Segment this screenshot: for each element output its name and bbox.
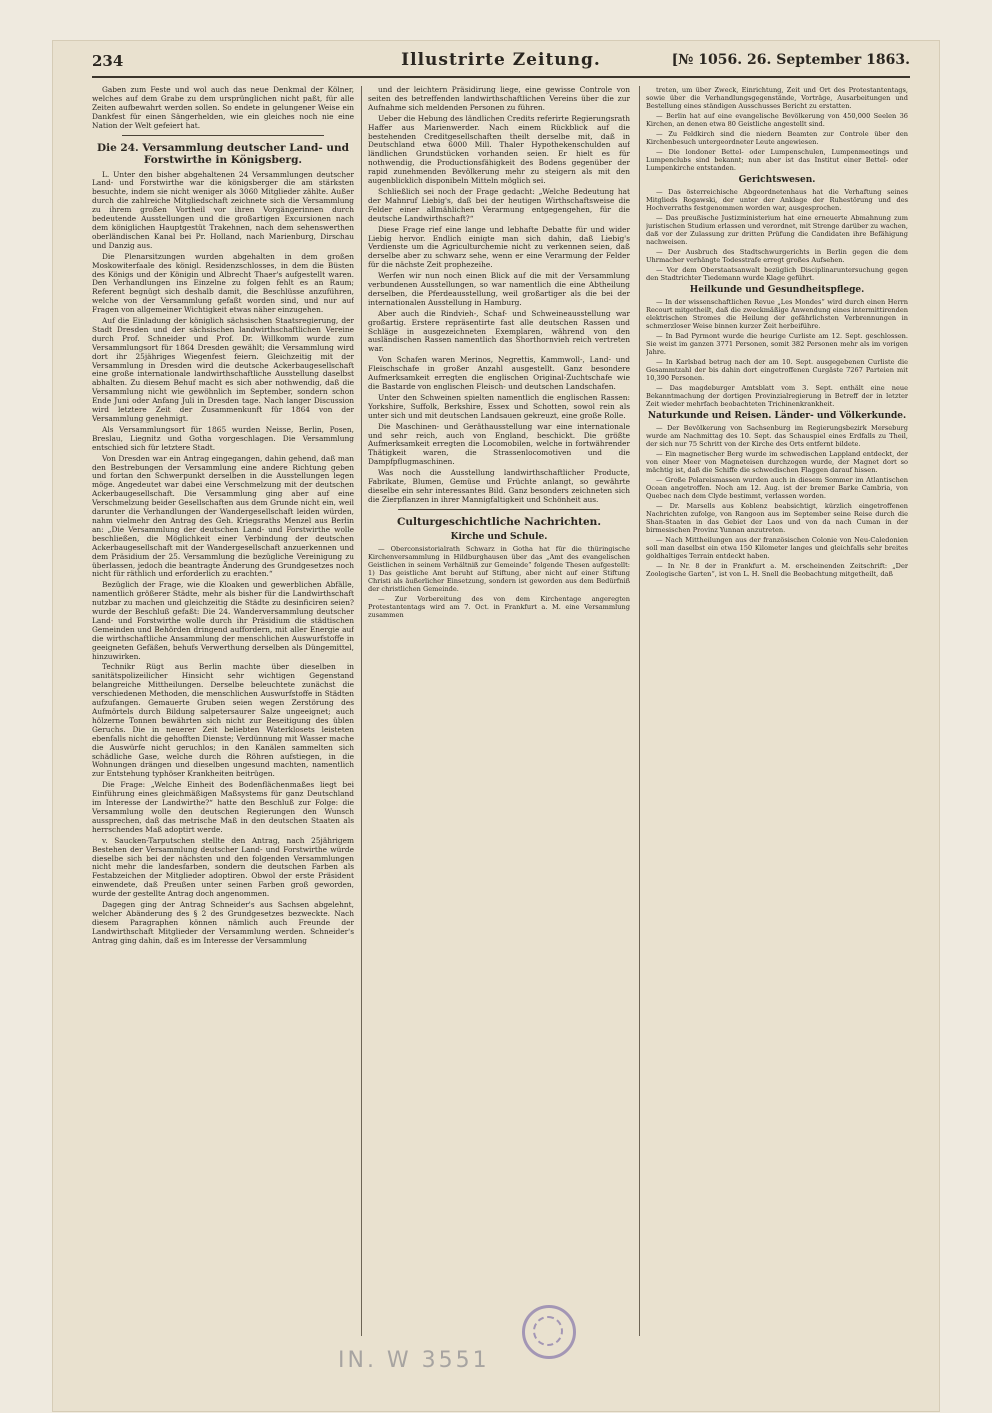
section-subhead: Kirche und Schule. [450,531,548,542]
column-1 [92,86,354,1336]
news-item: — Große Polareismassen wurden auch in diesem Sommer im Atlantischen Ocean angetroffen. Noch am 12. Aug. ist der bremer Barke Cambria, von Quebec nach dem Clyde bestimmt, verlassen worden. [646,475,908,500]
divider [122,135,324,136]
news-item: — Berlin hat auf eine evangelische Bevölkerung von 450,000 Seelen 36 Kirchen, an denen etwa 80 Geistliche angestellt sind. [646,112,908,128]
paragraph: L. Unter den bisher abgehaltenen 24 Versammlungen deutscher Land- und Forstwirthe war die königsberger die am stärksten besuchte, indem sie nicht weniger als 3060 Mitglieder zählte. Außer durch die zahlreiche Mitgliedschaft zeichnete sich die Versammlung zu ihrem großen Vortheil vor ihren Vorgängerinnen durch bedeutende Ausstellungen und die großartigen Excursionen nach dem königlichen Hauptgestüt Trakehnen, nach dem sehenswerthen oberländischen Kanal bei Pr. Holland, nach Marienburg, Dirschau und Danzig aus. [92,169,354,250]
library-stamp [522,1305,576,1359]
article-headline: Die 24. Versammlung deutscher Land- und Forstwirthe in Königsberg. [96,141,350,166]
paragraph: Dagegen ging der Antrag Schneider's aus Sachsen abgelehnt, welcher Abänderung des § 2 des Grundgesetzes bezweckte. Nach diesem Paragraphen können nämlich auch Freunde der Landwirthschaft Mitglieder der Versammlung werden. Schneider's Antrag ging dahin, daß es im Interesse der Versammlung [92,900,354,945]
paragraph: Die Frage: „Welche Einheit des Bodenflächenmaßes liegt bei Einführung eines gleichmäßigen Maßsystems für ganz Deutschland im Interesse der Landwirthe?“ hatte den Beschluß zur Folge: die Versammlung wolle den deutschen Regierungen den Wunsch aussprechen, daß das metrische Maß in den deutschen Staaten als herrschendes Maß adoptirt werde. [92,780,354,834]
news-item: — Dr. Marsells aus Koblenz beabsichtigt, kürzlich eingetroffenen Nachrichten zufolge, von Rangoon aus im September seine Reise durch die Shan-Staaten in das Gebiet der Laos und von da nach Cuman in der birmesischen Provinz Yunnan anzutreten. [646,501,908,534]
news-item: — Der Ausbruch des Stadtschwurgerichts in Berlin gegen die dem Uhrmacher verhängte Todesstrafe erregt großes Aufsehen. [646,247,908,264]
paragraph: Auf die Einladung der königlich sächsischen Staatsregierung, der Stadt Dresden und der sächsischen landwirthschaftlichen Vereine durch Prof. Schneider und Prof. Dr. Willkomm wurde zum Versammlungsort für 1864 Dresden gewählt; die Versammlung wird dort ihr 25jähriges Wiegenfest feiern. Gleichzeitig mit der Versammlung in Dresden wird die deutsche Ackerbaugesellschaft eine große internationale landwirthschaftliche Ausstellung daselbst abhalten. Zu diesem Behuf macht es sich aber nothwendig, daß die Versammlung nicht wie gewöhnlich im September, sondern schon Ende Juni oder Anfang Juli in Dresden tage. Nach langer Discussion wird letztere Zeit der Zusammenkunft für 1864 von der Versammlung genehmigt. [92,316,354,423]
newspaper-page [52,40,940,1412]
paragraph: Technikr Rügt aus Berlin machte über dieselben in sanitätspolizeilicher Hinsicht sehr wichtigen Gegenstand belangreiche Mittheilungen. Derselbe beleuchtete zunächst die verschiedenen Methoden, die menschlichen Auswurfstoffe in Städten aufzufangen. Gemauerte Gruben seien wegen Zerstörung des Aufmörtels durch Bildung salpetersaurer Salze ungeeignet; auch hölzerne Tonnen bewährten sich nicht zur Beseitigung des üblen Geruchs. Die in neuerer Zeit beliebten Waterklosets leisteten ebenfalls nicht die gehofften Dienste; Verdünnung mit Wasser mache die Auswürfe nicht geruchlos; in den Kanälen sammelten sich schädliche Gase, welche durch die Röhren aufstiegen, in die Wohnungen drängen und dieselben ungesund machten, namentlich zur Entstehung typhöser Krankheiten beitrügen. [92,662,354,779]
news-item: — Zur Vorbereitung des von dem Kirchentage angeregten Protestantentags wird am 7. Oct. in Frankfurt a. M. eine Versammlung zusammen [368,594,630,619]
column-3 [646,86,908,1336]
news-item: — Das magdeburger Amtsblatt vom 3. Sept. enthält eine neue Bekanntmachung der dortigen Provinzialregierung in Betreff der in letzter Zeit wieder mehrfach beobachteten Trichinenkrankheit. [646,383,908,408]
news-item: — Der Bevölkerung von Sachsenburg im Regierungsbezirk Merseburg wurde am Nachmittag des 10. Sept. das Schauspiel eines Erdfalls zu Theil, der sich nur 75 Schritt von der Kirche des Orts entfernt bildete. [646,423,908,448]
paragraph: Was noch die Ausstellung landwirthschaftlicher Producte, Fabrikate, Blumen, Gemüse und Früchte anlangt, so gewährte dieselbe ein sehr interessantes Bild. Ganz besonders zeichneten sich die Zierpflanzen in ihrer Mannigfaltigkeit und Schönheit aus. [368,468,630,504]
news-item: — In der wissenschaftlichen Revue „Les Mondes“ wird durch einen Herrn Recourt mitgetheilt, daß die zweckmäßige Anwendung eines intermittirenden elektrischen Stromes die Heilung der gefährlichsten Verbrennungen in schmerzloser Weise binnen kurzer Zeit herbeiführe. [646,297,908,330]
paragraph: Bezüglich der Frage, wie die Kloaken und gewerblichen Abfälle, namentlich größerer Städte, mehr als bisher für die Landwirthschaft nutzbar zu machen und gleichzeitig die Städte zu desinficiren seien? wurde der Beschluß gefaßt: Die 24. Wanderversammlung deutscher Land- und Forstwirthe wolle durch ihr Präsidium die städtischen Gemeinden und Behörden dringend auffordern, mit aller Energie auf die wirthschaftliche Ansammlung der menschlichen Auswurfstoffe in geeigneten Gefäßen, behufs Verwerthung derselben als Düngemittel, hinzuwirken. [92,580,354,661]
page-header [92,46,910,78]
masthead-title: Illustrirte Zeitung. [401,50,601,70]
section-subhead: Gerichtswesen. [738,175,816,185]
section-subhead: Heilkunde und Gesundheitspflege. [689,284,865,295]
issue-info: [№ 1056. 26. September 1863. [671,52,910,68]
section-subhead: Naturkunde und Reisen. Länder- und Völkerkunde. [647,410,907,421]
news-item: — Das österreichische Abgeordnetenhaus hat die Verhaftung seines Mitglieds Rogawski, der unter der Anklage der Ruhestörung und des Hochverraths festgenommen worden war, ausgesprochen. [646,187,908,212]
column-rule [361,86,362,1336]
paragraph: Schließlich sei noch der Frage gedacht: „Welche Bedeutung hat der Mahnruf Liebig's, daß bei der heutigen Wirthschaftsweise die Felder einer allmählichen Verarmung entgegengehen, für die deutsche Landwirthschaft?“ [368,186,630,223]
news-item: — In Karlsbad betrug nach der am 10. Sept. ausgegebenen Curliste die Gesammtzahl der bis dahin dort eingetroffenen Curgäste 7267 Parteien mit 10,390 Personen. [646,357,908,382]
column-2 [368,86,630,1336]
paragraph: Aber auch die Rindvieh-, Schaf- und Schweineausstellung war großartig. Erstere repräsentirte fast alle deutschen Rassen und Schläge in ausgezeichneten Exemplaren, während von den ausländischen Rassen namentlich das Shorthornvieh reich vertreten war. [368,308,630,354]
paragraph: Werfen wir nun noch einen Blick auf die mit der Versammlung verbundenen Ausstellungen, so war namentlich die eine Abtheilung derselben, die Pferdeausstellung, weil großartiger als die bei der internationalen Ausstellung in Hamburg. [368,271,630,307]
news-item: — Vor dem Oberstaatsanwalt bezüglich Disciplinaruntersuchung gegen den Stadtrichter Tiedemann wurde Klage geführt. [646,265,908,282]
paragraph: v. Saucken-Tarputschen stellte den Antrag, nach 25jährigem Bestehen der Versammlung deutscher Land- und Forstwirthe würde dieselbe sich bei der nächsten und den folgenden Versammlungen nicht mehr die landesfarben, sondern die deutschen Farben als Festabzeichen der Mitglieder adoptiren. Obwol der erste Präsident einwendete, daß Preußen unter seinen Farben groß geworden, wurde der gestellte Antrag doch angenommen. [92,835,354,899]
article-intro: Gaben zum Feste und wol auch das neue Denkmal der Kölner, welches auf dem Grabe zu dem ursprünglichen nicht paßt, für alle Zeiten aufbewahrt werden sollen. So endete in gelungener Weise ein Dankfest für einen Sängerhelden, wie ein gleiches noch nie eine Nation der Welt gefeiert hat. [92,86,354,130]
page-number: 234 [92,52,124,70]
archive-mark: IN. W 3551 [338,1348,490,1373]
section-headline: Culturgeschichtliche Nachrichten. [397,515,601,528]
news-item: — In Bad Pyrmont wurde die heurige Curliste am 12. Sept. geschlossen. Sie weist im ganzen 3771 Personen, somit 382 Personen mehr als im vorigen Jahre. [646,331,908,356]
paragraph: Als Versammlungsort für 1865 wurden Neisse, Berlin, Posen, Breslau, Liegnitz und Gotha vorgeschlagen. Die Versammlung entschied sich für letztere Stadt. [92,424,354,452]
paragraph: Die Plenarsitzungen wurden abgehalten in dem großen Moskowiterfaale des königl. Residenzschlosses, in dem die Büsten des Königs und der Königin und Albrecht Thaer's aufgestellt waren. Den Verhandlungen ins Einzelne zu folgen fehlt es an Raum; Referent begnügt sich deshalb damit, die Beschlüsse anzuführen, welche von der Versammlung gefaßt worden sind, und nur auf Fragen von allgemeiner Wichtigkeit etwas näher einzugehen. [92,251,354,315]
paragraph: Von Schafen waren Merinos, Negrettis, Kammwoll-, Land- und Fleischschafe in großer Anzahl ausgestellt. Ganz besondere Aufmerksamkeit erregten die englischen Original-Zuchtschafe wie die Bastarde von englischen Fleisch- und deutschen Landschafen. [368,355,630,391]
column-rule [639,86,640,1336]
paragraph: Diese Frage rief eine lange und lebhafte Debatte für und wider Liebig hervor. Endlich einigte man sich dahin, daß Liebig's Verdienste um die Agriculturchemie nicht zu verkennen seien, daß derselbe aber zu schwarz sehe, wenn er eine Verarmung der Felder für die nächste Zeit prophezeihe. [368,224,630,270]
news-item: — In Nr. 8 der in Frankfurt a. M. erscheinenden Zeitschrift: „Der Zoologische Garten“, ist von L. H. Snell die Beobachtung mitgetheilt, daß [646,561,908,578]
paragraph: Von Dresden war ein Antrag eingegangen, dahin gehend, daß man den Bestrebungen der Versammlung eine andere Richtung geben und fortan den Schwerpunkt derselben in die Ausstellungen legen möge. Angedeutet war dabei eine Verschmelzung mit der deutschen Ackerbaugesellschaft. Die Versammlung ging aber auf eine Verschmelzung beider Gesellschaften aus dem Grunde nicht ein, weil darunter die Verhandlungen der Wandergesellschaft leiden würden, nahm vielmehr den Antrag des Geh. Kriegsraths Menzel aus Berlin an: „Die Versammlung der deutschen Land- und Forstwirthe wolle beschließen, die Möglichkeit einer Verbindung der deutschen Ackerbaugesellschaft mit der Wandergesellschaft anzuerkennen und dem Präsidium der 25. Versammlung die bezügliche Vereinigung zu überlassen, jedoch die beantragte Änderung des Grundgesetzes noch nicht für räthlich und erforderlich zu erachten.“ [92,453,354,579]
news-item: — Nach Mittheilungen aus der französischen Colonie von Neu-Caledonien soll man daselbst ein etwa 150 Kilometer langes und gleichfalls sehr breites goldhaltiges Terrain entdeckt haben. [646,535,908,560]
news-item: — Oberconsistorialrath Schwarz in Gotha hat für die thüringische Kirchenversammlung in Hildburghausen über das „Amt des evangelischen Geistlichen in seinem Verhältniß zur Gemeinde“ folgende Thesen aufgestellt: 1) Das geistliche Amt beruht auf Stiftung, aber nicht auf einer Stiftung Christi als äußerlicher Einsetzung, sondern ist geworden aus dem Bedürfniß der christlichen Gemeinde. [368,544,630,593]
news-item: treten, um über Zweck, Einrichtung, Zeit und Ort des Protestantentags, sowie über die Verhandlungsgegenstände, Vorträge, Ausarbeitungen und Bestellung eines ständigen Ausschusses Bericht zu erstatten. [646,86,908,110]
news-item: — Das preußische Justizministerium hat eine erneuerte Abmahnung zum juristischen Studium erlassen und verordnet, mit Strenge darüber zu wachen, daß vor der Zulassung zur dritten Prüfung die Candidaten ihre Befähigung nachweisen. [646,213,908,246]
news-item: — Ein magnetischer Berg wurde im schwedischen Lappland entdeckt, der von einer Meer von Magneteisen durchzogen wurde, der Magnet dort so mächtig ist, daß die Schiffe die schwedischen Flaggen darauf hissen. [646,449,908,474]
news-item: — Die londoner Bettel- oder Lumpenschulen, Lumpenmeetings und Lumpenclubs sind bekannt; nun aber ist das Institut einer Bettel- oder Lumpenkirche entstanden. [646,148,908,172]
paragraph: und der leichtern Präsidirung liege, eine gewisse Controle von seiten des betreffenden landwirthschaftlichen Vereins über die zur Aufnahme sich meldenden Personen zu führen. [368,86,630,112]
paragraph: Die Maschinen- und Geräthausstellung war eine internationale und sehr reich, auch von England, beschickt. Die größte Aufmerksamkeit erregten die Locomobilen, welche in fortwährender Thätigkeit waren, die Strassenlocomotiven und die Dampfpflugmaschinen. [368,421,630,467]
news-item: — Zu Feldkirch sind die niedern Beamten zur Controle über den Kirchenbesuch untergeordneter Leute angewiesen. [646,130,908,146]
paragraph: Ueber die Hebung des ländlichen Credits referirte Regierungsrath Haffer aus Marienwerder. Nach einem Rückblick auf die bestehenden Creditgesellschaften theilt derselbe mit, daß in Deutschland etwa 6000 Mill. Thaler Hypothekenschulden auf ländlichen Grundstücken vorhanden seien. Er hielt es für nothwendig, die Productionsfähigkeit des Bodens gegenüber der rapid zunehmenden Bevölkerung mehr zu steigern als mit den augenblicklich disponibeln Mitteln möglich sei. [368,113,630,186]
divider [398,509,600,510]
paragraph: Unter den Schweinen spielten namentlich die englischen Rassen: Yorkshire, Suffolk, Berkshire, Essex und Schotten, sowol rein als unter sich und mit deutschen Landsauen gekreuzt, eine große Rolle. [368,392,630,420]
